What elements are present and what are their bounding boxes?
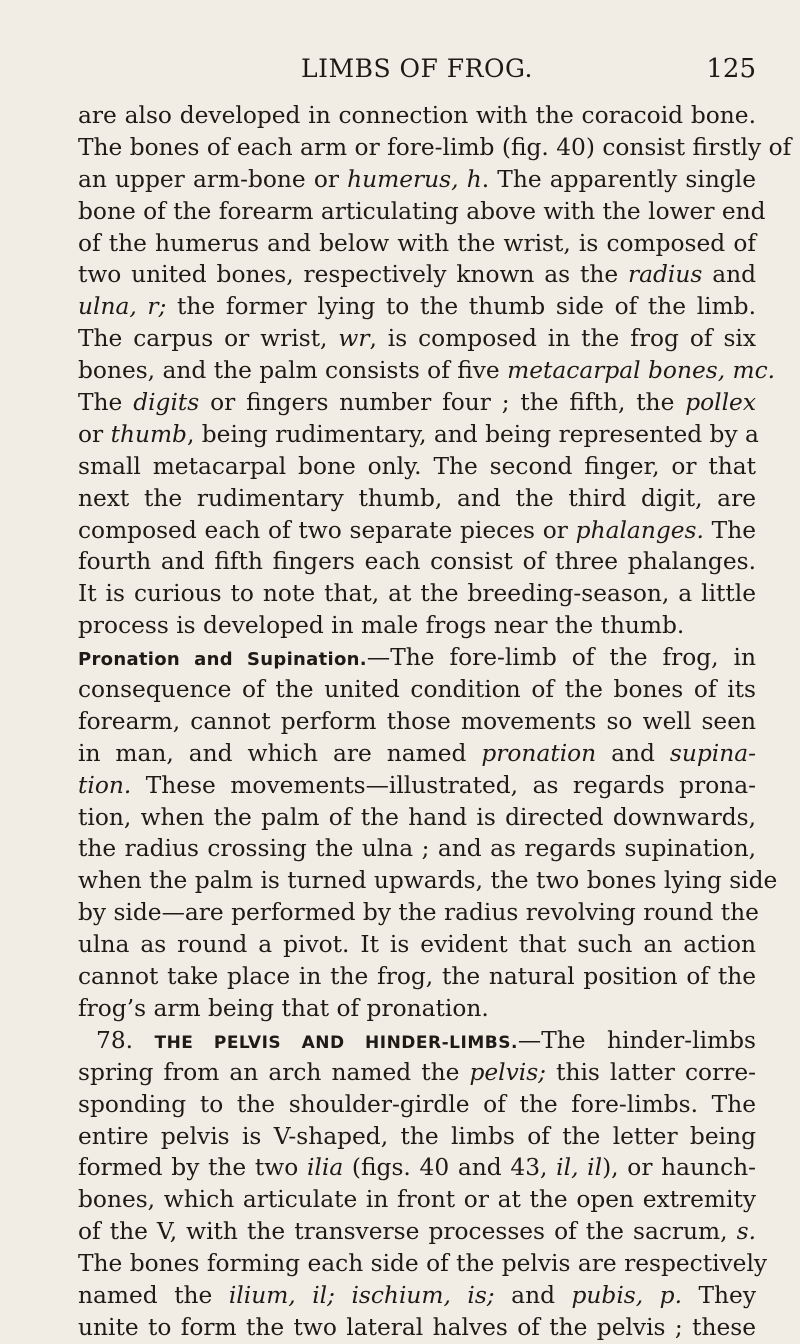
text-run: this latter corre- (546, 1058, 756, 1086)
text-run: bone of the forearm articulating above with the lower end (78, 197, 766, 225)
text-line (78, 387, 756, 419)
text-run: and (596, 739, 670, 767)
text-run: 78. (96, 1026, 155, 1054)
text-line (78, 259, 756, 291)
italic-term: ilia (306, 1154, 344, 1182)
text-line (78, 642, 756, 674)
text-run: (figs. 40 and 43, (343, 1154, 557, 1182)
text-run: process is developed in male frogs near the thumb. (78, 612, 685, 640)
section-heading: THE PELVIS AND HINDER-LIMBS. (154, 1032, 518, 1053)
text-line (78, 100, 756, 132)
text-run: These movements—illustrated, as regards prona- (131, 771, 756, 799)
italic-term: ilium, il; ischium, is; (228, 1281, 495, 1309)
text-line (78, 833, 756, 865)
text-run: The bones of each arm or fore-limb (fig. 40) consist firstly of (78, 133, 792, 161)
text-line (78, 1057, 756, 1089)
text-run: ), or haunch- (602, 1154, 756, 1182)
text-run: consequence of the united condition of the bones of its (78, 676, 756, 704)
text-run: or (78, 420, 111, 448)
text-line (78, 1216, 756, 1248)
text-line (78, 993, 756, 1025)
text-run: the radius crossing the ulna ; and as regards supination, (78, 835, 756, 863)
text-run: It is curious to note that, at the breeding-season, a little (78, 580, 756, 608)
text-run: They (681, 1281, 756, 1309)
text-run: in man, and which are named (78, 739, 482, 767)
text-line (78, 802, 756, 834)
text-line (78, 1121, 756, 1153)
text-run: by side—are performed by the radius revolving round the (78, 899, 759, 927)
text-run: the former lying to the thumb side of the limb. (166, 293, 757, 321)
page-header (78, 54, 756, 94)
text-run: tion, when the palm of the hand is directed downwards, (78, 803, 756, 831)
italic-term: thumb (110, 420, 187, 448)
text-run: spring from an arch named the (78, 1058, 470, 1086)
text-line (78, 578, 756, 610)
text-run: and (702, 261, 756, 289)
italic-term: pelvis; (469, 1058, 547, 1086)
text-line (78, 132, 792, 164)
text-run: named the (78, 1281, 229, 1309)
text-line (78, 770, 756, 802)
section-heading: Pronation and Supination. (78, 649, 367, 671)
italic-term: ulna, r; (78, 293, 167, 321)
text-run: bones, and the palm consists of five (78, 357, 508, 385)
text-line (78, 706, 756, 738)
italic-term: s. (736, 1218, 756, 1246)
text-line (78, 610, 756, 642)
text-run: ulna as round a pivot. It is evident that such an action (78, 931, 756, 959)
text-line (78, 1248, 768, 1280)
text-run: unite to form the two lateral halves of the pelvis ; these (78, 1313, 756, 1341)
text-run: formed by the two (78, 1154, 307, 1182)
italic-term: supina- (669, 739, 756, 767)
text-run: , being rudimentary, and being represented by a (186, 420, 759, 448)
text-run: of the humerus and below with the wrist, is composed of (78, 229, 756, 257)
text-line (78, 1312, 756, 1344)
text-line (78, 291, 756, 323)
text-line (78, 483, 756, 515)
italic-term: pronation (481, 739, 597, 767)
text-line (78, 1152, 756, 1184)
text-line (78, 1280, 756, 1312)
text-line (78, 1025, 756, 1057)
text-line (78, 228, 756, 260)
text-run: next the rudimentary thumb, and the third digit, are (78, 484, 756, 512)
text-run: small metacarpal bone only. The second finger, or that (78, 452, 756, 480)
text-line (78, 355, 776, 387)
text-run: The bones forming each side of the pelvis are respectively (78, 1250, 768, 1278)
text-line (78, 897, 759, 929)
text-run: are also developed in connection with the coracoid bone. (78, 102, 756, 129)
text-run: forearm, cannot perform those movements so well seen (78, 707, 756, 735)
italic-term: humerus, h (347, 165, 482, 193)
text-run: when the palm is turned upwards, the two bones lying side (78, 867, 778, 895)
italic-term: digits (133, 389, 200, 417)
text-run: cannot take place in the frog, the natural position of the (78, 963, 756, 991)
italic-term: tion. (78, 771, 132, 799)
text-line (78, 323, 756, 355)
italic-term: metacarpal bones, mc. (507, 357, 776, 385)
text-line (78, 865, 778, 897)
text-run: The (78, 389, 134, 417)
text-run: —The fore-limb of the frog, in (366, 644, 756, 672)
text-line (78, 961, 756, 993)
italic-term: pollex (685, 389, 756, 417)
text-run: an upper arm-bone or (78, 165, 348, 193)
text-run: , is composed in the frog of six (369, 325, 756, 353)
text-line (78, 674, 756, 706)
text-run: sponding to the shoulder-girdle of the fore-limbs. The (78, 1090, 756, 1118)
text-line (78, 164, 756, 196)
text-line (78, 1089, 756, 1121)
text-run: . The apparently single (481, 165, 756, 193)
italic-term: phalanges. (575, 516, 704, 544)
text-line (78, 1184, 756, 1216)
italic-term: pubis, p. (571, 1281, 682, 1309)
text-run: composed each of two separate pieces or (78, 516, 576, 544)
italic-term: il, il (556, 1154, 603, 1182)
text-line (78, 738, 756, 770)
text-run: of the V, with the transverse processes of the sacrum, (78, 1218, 737, 1246)
text-run: The (703, 516, 756, 544)
text-run: —The hinder-limbs (517, 1026, 756, 1054)
running-head: LIMBS OF FROG. (301, 54, 533, 83)
text-run: fourth and fifth fingers each consist of three phalanges. (78, 548, 756, 576)
text-run: entire pelvis is V-shaped, the limbs of the letter being (78, 1122, 756, 1150)
italic-term: radius (627, 261, 703, 289)
text-run: The carpus or wrist, (78, 325, 339, 353)
text-line (78, 419, 759, 451)
body-text (78, 100, 792, 1344)
text-run: bones, which articulate in front or at the open extremity (78, 1186, 756, 1214)
text-line (78, 451, 756, 483)
text-line (78, 196, 766, 228)
text-line (78, 515, 756, 547)
text-run: or fingers number four ; the fifth, the (199, 389, 686, 417)
text-line (78, 546, 756, 578)
text-run: frog’s arm being that of pronation. (78, 994, 489, 1022)
text-line (78, 929, 756, 961)
text-run: and (494, 1281, 572, 1309)
page-number: 125 (706, 54, 756, 84)
italic-term: wr (338, 325, 370, 353)
text-run: two united bones, respectively known as the (78, 261, 628, 289)
